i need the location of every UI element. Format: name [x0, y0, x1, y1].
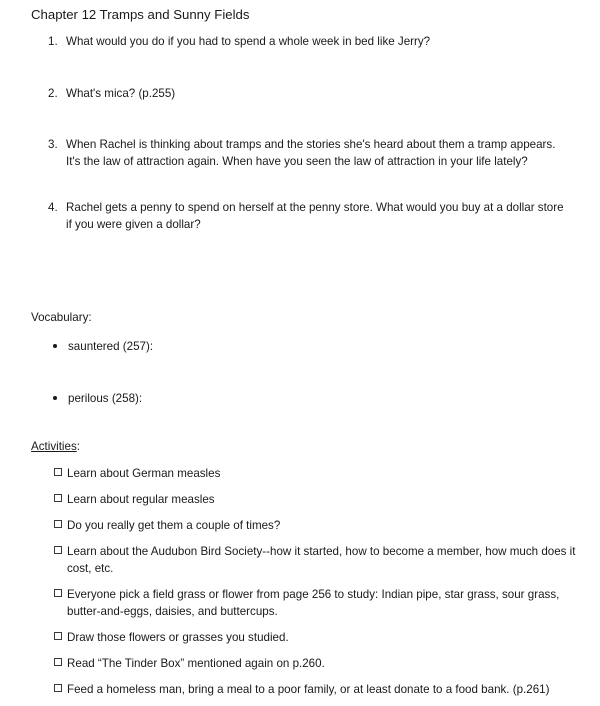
checklist-item[interactable]	[0, 629, 600, 646]
checklist-item-label: Learn about German measles	[67, 467, 221, 480]
question-item	[0, 85, 600, 102]
bullet-icon	[53, 344, 57, 348]
question-item	[0, 136, 600, 170]
question-number: 2.	[48, 87, 58, 100]
question-text: When Rachel is thinking about tramps and the stories she's heard about them a tramp appears. It's the law of attraction again. When have you seen the law of attraction in your life lately?	[66, 138, 556, 168]
list-item	[0, 390, 600, 407]
checklist-item[interactable]	[0, 517, 600, 534]
question-text: What would you do if you had to spend a whole week in bed like Jerry?	[66, 35, 431, 48]
checklist-item-label: Do you really get them a couple of times?	[67, 519, 281, 532]
checklist-item[interactable]	[0, 465, 600, 482]
checkbox-icon[interactable]	[54, 684, 62, 692]
question-text: Rachel gets a penny to spend on herself at the penny store. What would you buy at a dollar store if you were given a dollar?	[66, 201, 564, 231]
checkbox-icon[interactable]	[54, 494, 62, 502]
checklist-item-label: Feed a homeless man, bring a meal to a poor family, or at least donate to a food bank. (p.261)	[67, 683, 550, 696]
activities-heading-suffix: :	[76, 440, 80, 453]
question-text: What's mica? (p.255)	[66, 87, 176, 100]
activities-heading	[31, 439, 80, 455]
question-number: 1.	[48, 35, 58, 48]
checklist-item-label: Draw those flowers or grasses you studied.	[67, 631, 289, 644]
checkbox-icon[interactable]	[54, 468, 62, 476]
checkbox-icon[interactable]	[54, 632, 62, 640]
vocabulary-term: perilous (258):	[68, 392, 143, 405]
checklist-item[interactable]	[0, 655, 600, 672]
checkbox-icon[interactable]	[54, 546, 62, 554]
vocabulary-list	[0, 338, 600, 407]
checklist-item[interactable]	[0, 681, 600, 698]
checkbox-icon[interactable]	[54, 589, 62, 597]
checklist-item[interactable]	[0, 586, 600, 620]
checkbox-icon[interactable]	[54, 520, 62, 528]
bullet-icon	[53, 396, 57, 400]
checklist-item[interactable]	[0, 491, 600, 508]
question-number: 4.	[48, 201, 58, 214]
page-title: Chapter 12 Tramps and Sunny Fields	[31, 7, 250, 22]
checkbox-icon[interactable]	[54, 658, 62, 666]
list-item	[0, 338, 600, 355]
question-number: 3.	[48, 138, 58, 151]
checklist-item-label: Read “The Tinder Box” mentioned again on p.260.	[67, 657, 325, 670]
checklist-item-label: Everyone pick a field grass or flower from page 256 to study: Indian pipe, star grass, sour grass, butter-and-eggs, daisies, and buttercups.	[67, 588, 560, 618]
vocabulary-term: sauntered (257):	[68, 340, 154, 353]
checklist-item-label: Learn about regular measles	[67, 493, 215, 506]
activities-heading-label: Activities	[31, 440, 77, 453]
checklist-item-label: Learn about the Audubon Bird Society--how it started, how to become a member, how much does it cost, etc.	[67, 545, 576, 575]
activities-list	[0, 465, 600, 698]
vocabulary-heading: Vocabulary:	[31, 311, 92, 324]
questions-list	[0, 33, 600, 233]
question-item	[0, 199, 600, 233]
question-item	[0, 33, 600, 50]
checklist-item[interactable]	[0, 543, 600, 577]
